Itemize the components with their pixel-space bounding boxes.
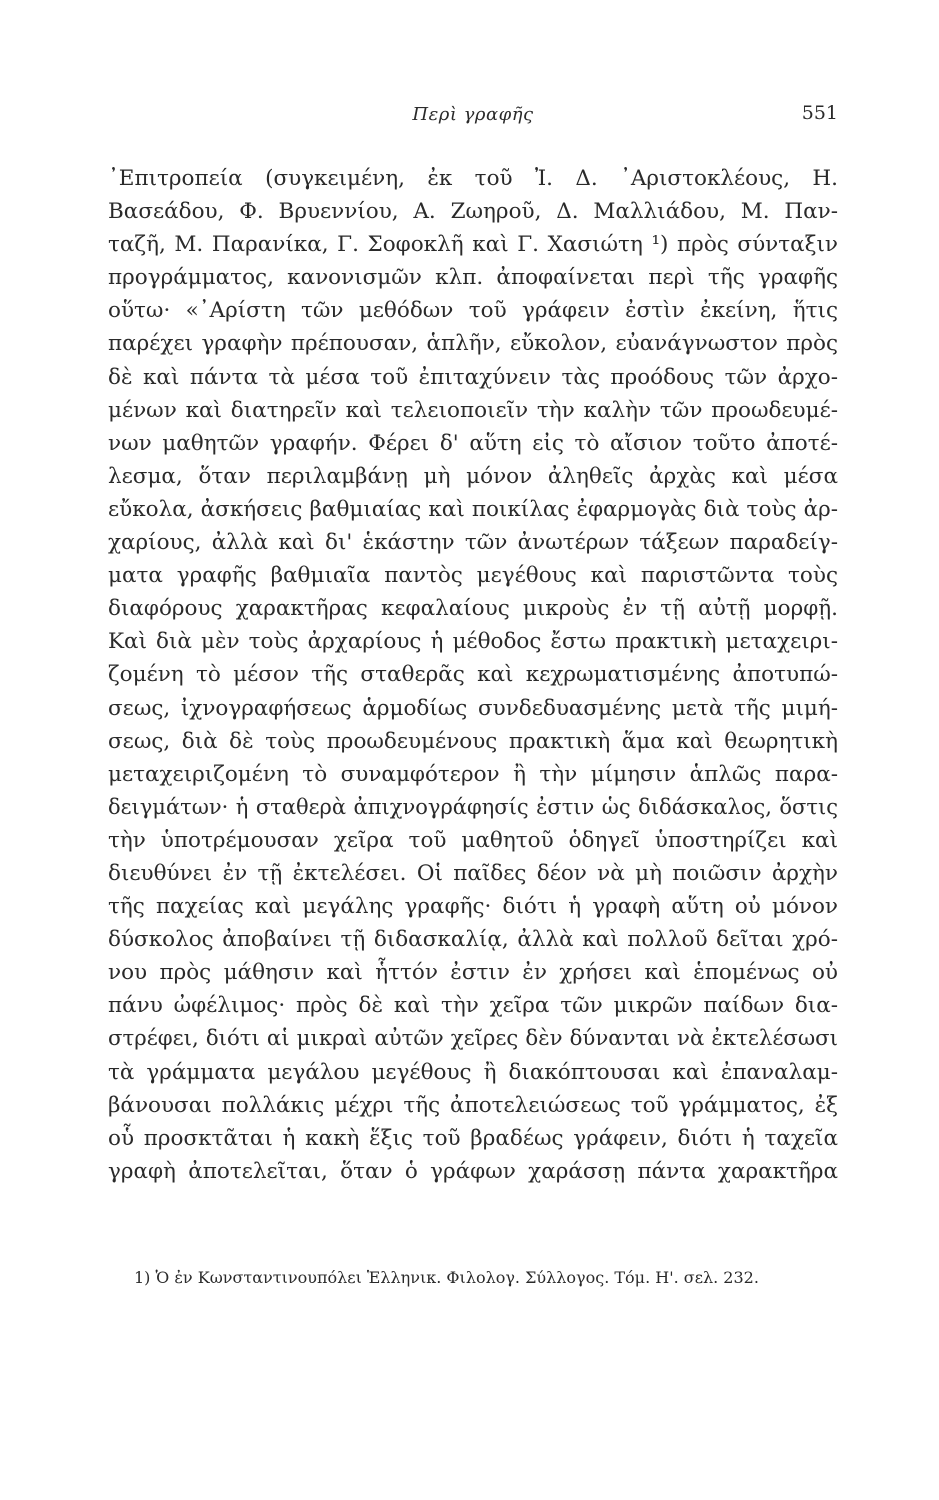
text-line: Βασεάδου, Φ. Βρυεννίου, Α. Ζωηροῦ, Δ. Μαλλιάδου, Μ. Παν-	[108, 199, 838, 225]
text-line: ταζῆ, Μ. Παρανίκα, Γ. Σοφοκλῆ καὶ Γ. Χασιώτη ¹) πρὸς σύνταξιν	[108, 232, 838, 258]
text-line: τὰ γράμματα μεγάλου μεγέθους ἢ διακόπτουσαι καὶ ἐπαναλαμ-	[108, 1059, 838, 1085]
text-line: σεως, ἰχνογραφήσεως ἁρμοδίως συνδεδυασμένης μετὰ τῆς μιμή-	[108, 695, 838, 721]
page-number: 551	[801, 102, 838, 124]
text-line: ᾿Επιτροπεία (συγκειμένη, ἐκ τοῦ Ἰ. Δ. ᾿Αριστοκλέους, Η.	[108, 166, 838, 191]
text-line: ζομένη τὸ μέσον τῆς σταθερᾶς καὶ κεχρωματισμένης ἀποτυπώ-	[108, 662, 838, 688]
text-line: χαρίους, ἀλλὰ καὶ δι' ἑκάστην τῶν ἀνωτέρων τάξεων παραδείγ-	[108, 530, 838, 556]
body-text	[108, 162, 838, 1188]
text-line: δὲ καὶ πάντα τὰ μέσα τοῦ ἐπιταχύνειν τὰς προόδους τῶν ἀρχο-	[108, 364, 838, 390]
text-line: τὴν ὑποτρέμουσαν χεῖρα τοῦ μαθητοῦ ὁδηγεῖ ὑποστηρίζει καὶ	[108, 827, 838, 853]
text-line: ματα γραφῆς βαθμιαῖα παντὸς μεγέθους καὶ παριστῶντα τοὺς	[108, 563, 838, 589]
text-line: οὗ προσκτᾶται ἡ κακὴ ἕξις τοῦ βραδέως γράφειν, διότι ἡ ταχεῖα	[108, 1125, 838, 1151]
text-line: δύσκολος ἀποβαίνει τῇ διδασκαλίᾳ, ἀλλὰ καὶ πολλοῦ δεῖται χρό-	[108, 927, 838, 953]
text-line: προγράμματος, κανονισμῶν κλπ. ἀποφαίνεται περὶ τῆς γραφῆς	[108, 265, 838, 291]
text-line: σεως, διὰ δὲ τοὺς προωδευμένους πρακτικὴ ἅμα καὶ θεωρητικὴ	[108, 728, 838, 754]
text-line: νου πρὸς μάθησιν καὶ ἧττόν ἐστιν ἐν χρήσει καὶ ἑπομένως οὐ	[108, 960, 838, 986]
text-line: γραφὴ ἀποτελεῖται, ὅταν ὁ γράφων χαράσσῃ πάντα χαρακτῆρα	[108, 1158, 838, 1184]
text-line: διαφόρους χαρακτῆρας κεφαλαίους μικροὺς ἐν τῇ αὐτῇ μορφῇ.	[108, 596, 838, 622]
text-line: Καὶ διὰ μὲν τοὺς ἀρχαρίους ἡ μέθοδος ἔστω πρακτικὴ μεταχειρι-	[108, 629, 838, 655]
text-line: δειγμάτων· ἡ σταθερὰ ἀπιχνογράφησίς ἐστιν ὡς διδάσκαλος, ὅστις	[108, 794, 838, 819]
text-line: πάνυ ὠφέλιμος· πρὸς δὲ καὶ τὴν χεῖρα τῶν μικρῶν παίδων δια-	[108, 993, 838, 1019]
text-line: οὕτω· «᾿Αρίστη τῶν μεθόδων τοῦ γράφειν ἐστὶν ἐκείνη, ἥτις	[108, 298, 838, 324]
text-line: λεσμα, ὅταν περιλαμβάνῃ μὴ μόνον ἀληθεῖς ἀρχὰς καὶ μέσα	[108, 463, 838, 489]
text-line: νων μαθητῶν γραφήν. Φέρει δ' αὕτη εἰς τὸ αἴσιον τοῦτο ἀποτέ-	[108, 430, 838, 456]
text-line: μένων καὶ διατηρεῖν καὶ τελειοποιεῖν τὴν καλὴν τῶν προωδευμέ-	[108, 397, 838, 423]
footnote: 1) Ὁ ἐν Κωνσταντινουπόλει Ἑλληνικ. Φιλολογ. Σύλλογος. Τόμ. Η'. σελ. 232.	[134, 1268, 759, 1287]
text-line: μεταχειριζομένη τὸ συναμφότερον ἢ τὴν μίμησιν ἁπλῶς παρα-	[108, 761, 838, 787]
text-line: εὔκολα, ἀσκήσεις βαθμιαίας καὶ ποικίλας ἐφαρμογὰς διὰ τοὺς ἀρ-	[108, 496, 838, 522]
running-head	[108, 100, 838, 130]
text-line: βάνουσαι πολλάκις μέχρι τῆς ἀποτελειώσεως τοῦ γράμματος, ἐξ	[108, 1092, 838, 1118]
text-line: διευθύνει ἐν τῇ ἐκτελέσει. Οἱ παῖδες δέον νὰ μὴ ποιῶσιν ἀρχὴν	[108, 860, 838, 886]
running-title: Περὶ γραφῆς	[412, 104, 534, 125]
text-line: στρέφει, διότι αἱ μικραὶ αὐτῶν χεῖρες δὲν δύνανται νὰ ἐκτελέσωσι	[108, 1026, 838, 1052]
text-line: τῆς παχείας καὶ μεγάλης γραφῆς· διότι ἡ γραφὴ αὕτη οὐ μόνον	[108, 894, 838, 920]
text-line: παρέχει γραφὴν πρέπουσαν, ἁπλῆν, εὔκολον, εὐανάγνωστον πρὸς	[108, 331, 838, 357]
